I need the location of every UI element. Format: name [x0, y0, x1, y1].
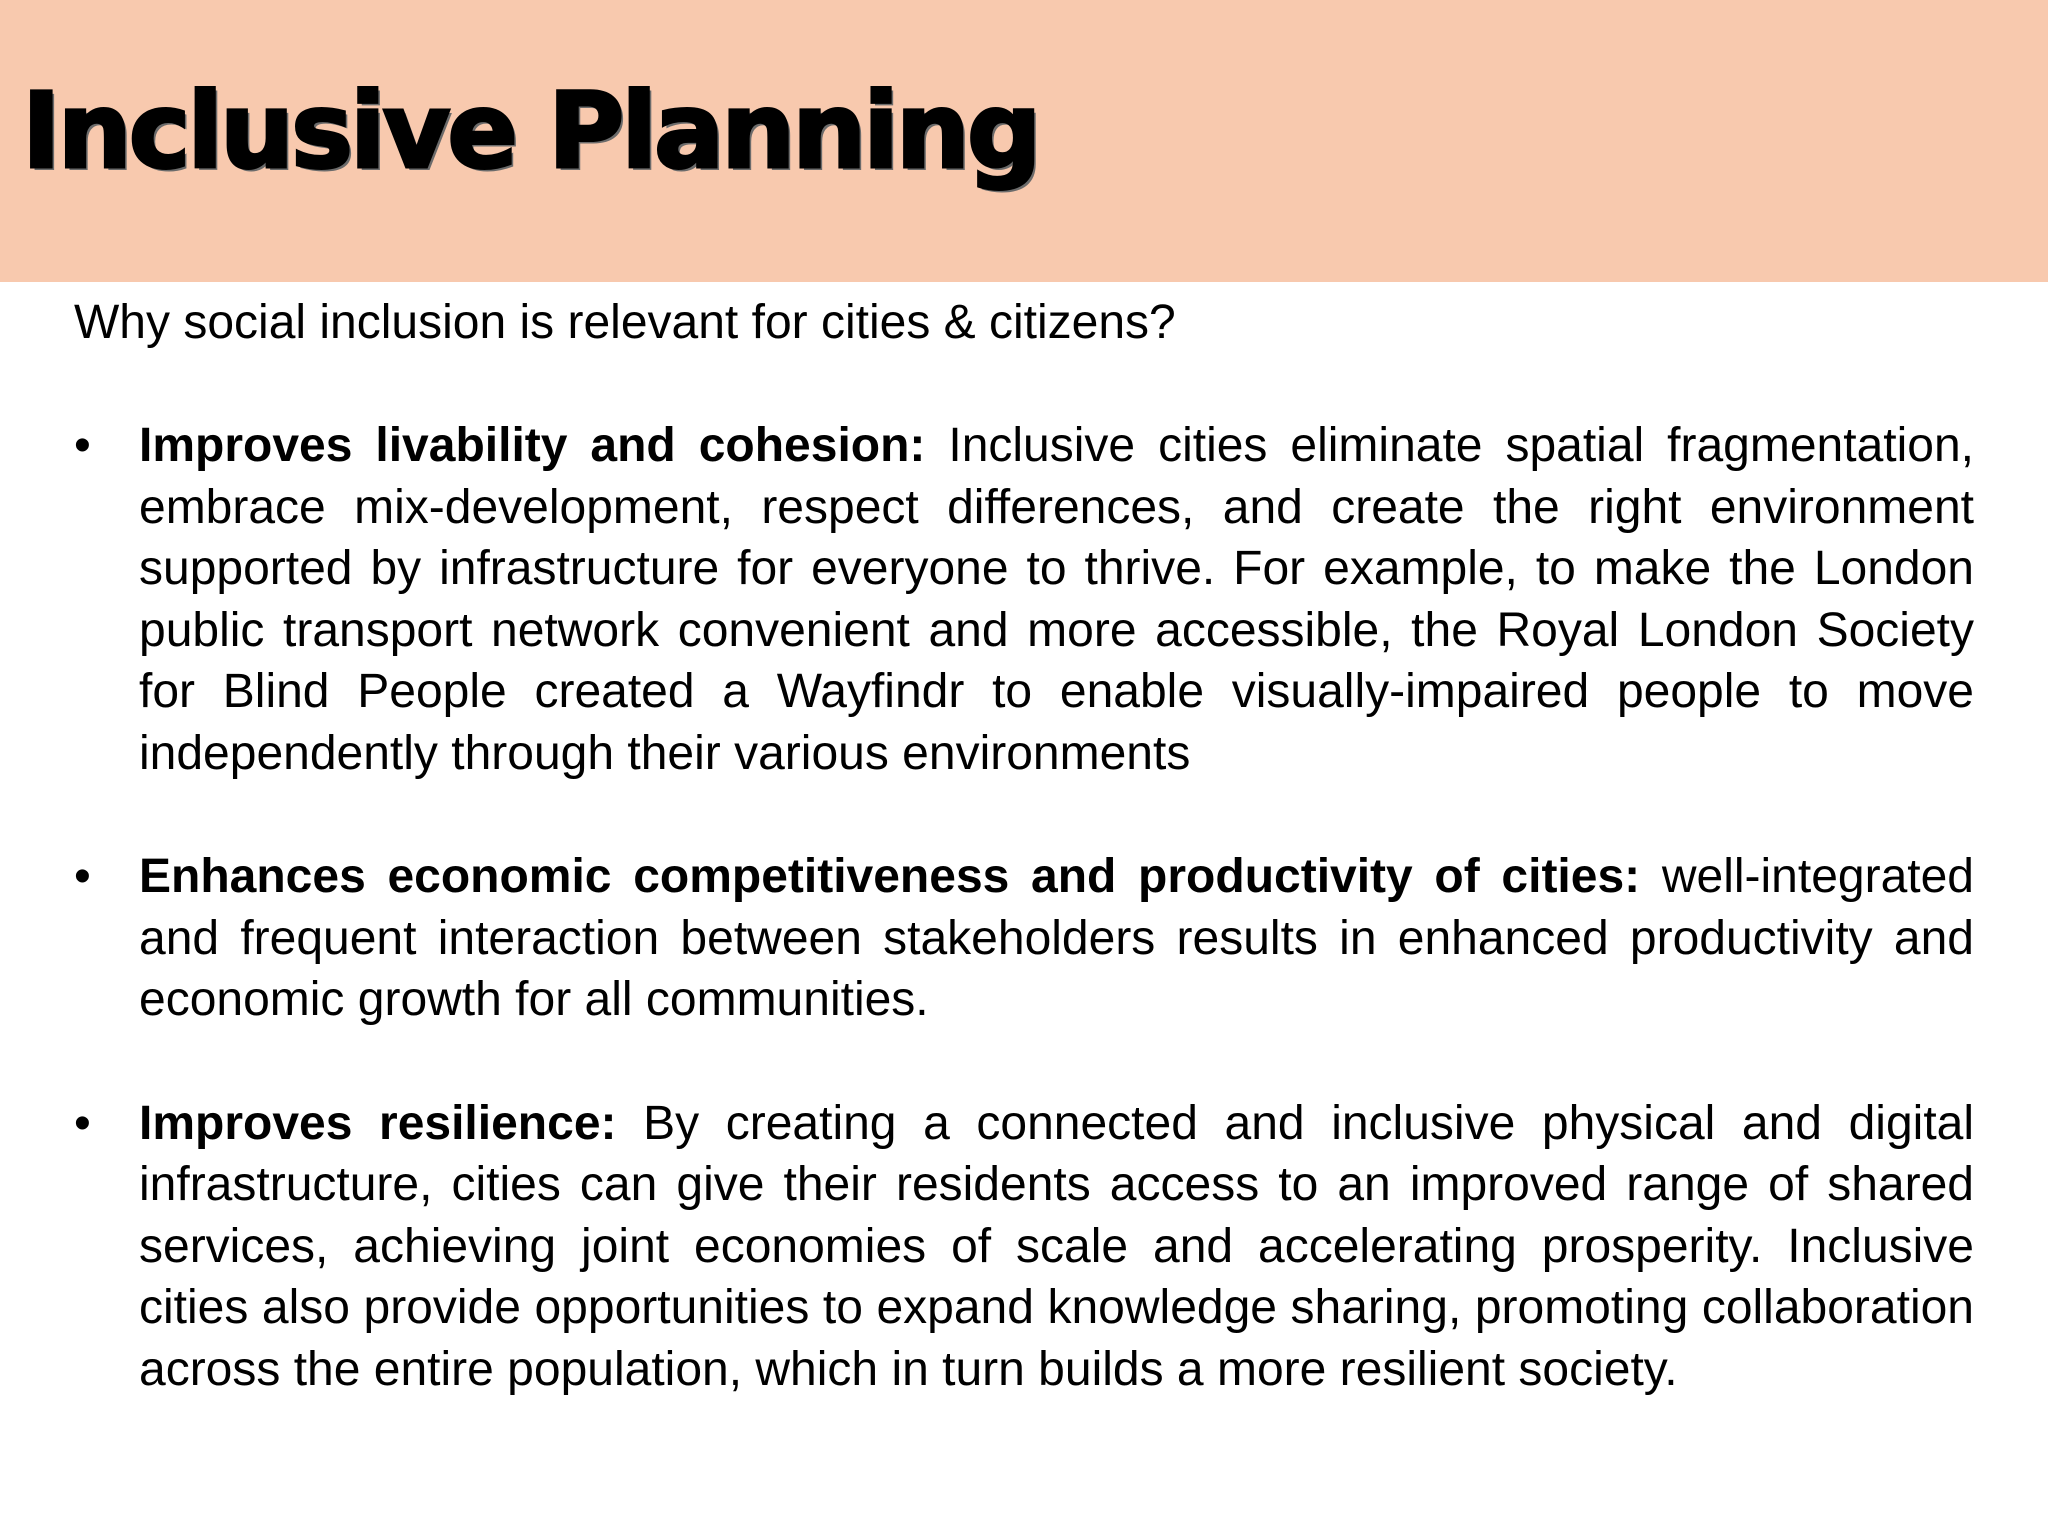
- slide-body: [74, 292, 1974, 1400]
- slide-title: Inclusive Planning: [22, 70, 1039, 192]
- bullet-dot: •: [74, 419, 91, 472]
- bullet-heading: Enhances economic competitiveness and productivity of cities:: [139, 850, 1662, 903]
- bullet-item-livability: [74, 415, 1974, 784]
- bullet-heading: Improves livability and cohesion:: [139, 419, 949, 472]
- bullet-dot: •: [74, 1096, 91, 1150]
- bullet-item-competitiveness: [74, 846, 1974, 1031]
- bullet-text: By creating a connected and inclusive physical and digital infrastructure, cities can give their residents access to an improved range of shared services, achieving joint economies of scale and accelerating prosperity. Inclusive cities also provide opportunities to expand knowledge sharing, promoting collaboration across the entire population, which in turn builds a more resilient society.: [139, 1096, 1975, 1396]
- bullet-item-resilience: [74, 1093, 1974, 1401]
- bullet-text: well-integrated and frequent interaction between stakeholders results in enhanced productivity and economic growth for all communities.: [139, 850, 1974, 1026]
- bullet-heading: Improves resilience:: [139, 1096, 644, 1150]
- bullet-text: Inclusive cities eliminate spatial fragmentation, embrace mix-development, respect differences, and create the right environment supported by infrastructure for everyone to thrive. For example, to make the London public transport network convenient and more accessible, the Royal London Society for Blind People created a Wayfindr to enable visually-impaired people to move independently through their various environments: [139, 419, 1974, 780]
- bullet-dot: •: [74, 850, 91, 903]
- bullet-list: [74, 415, 1974, 1400]
- intro-question: Why social inclusion is relevant for cities & citizens?: [74, 296, 1176, 349]
- title-banner: [0, 0, 2048, 282]
